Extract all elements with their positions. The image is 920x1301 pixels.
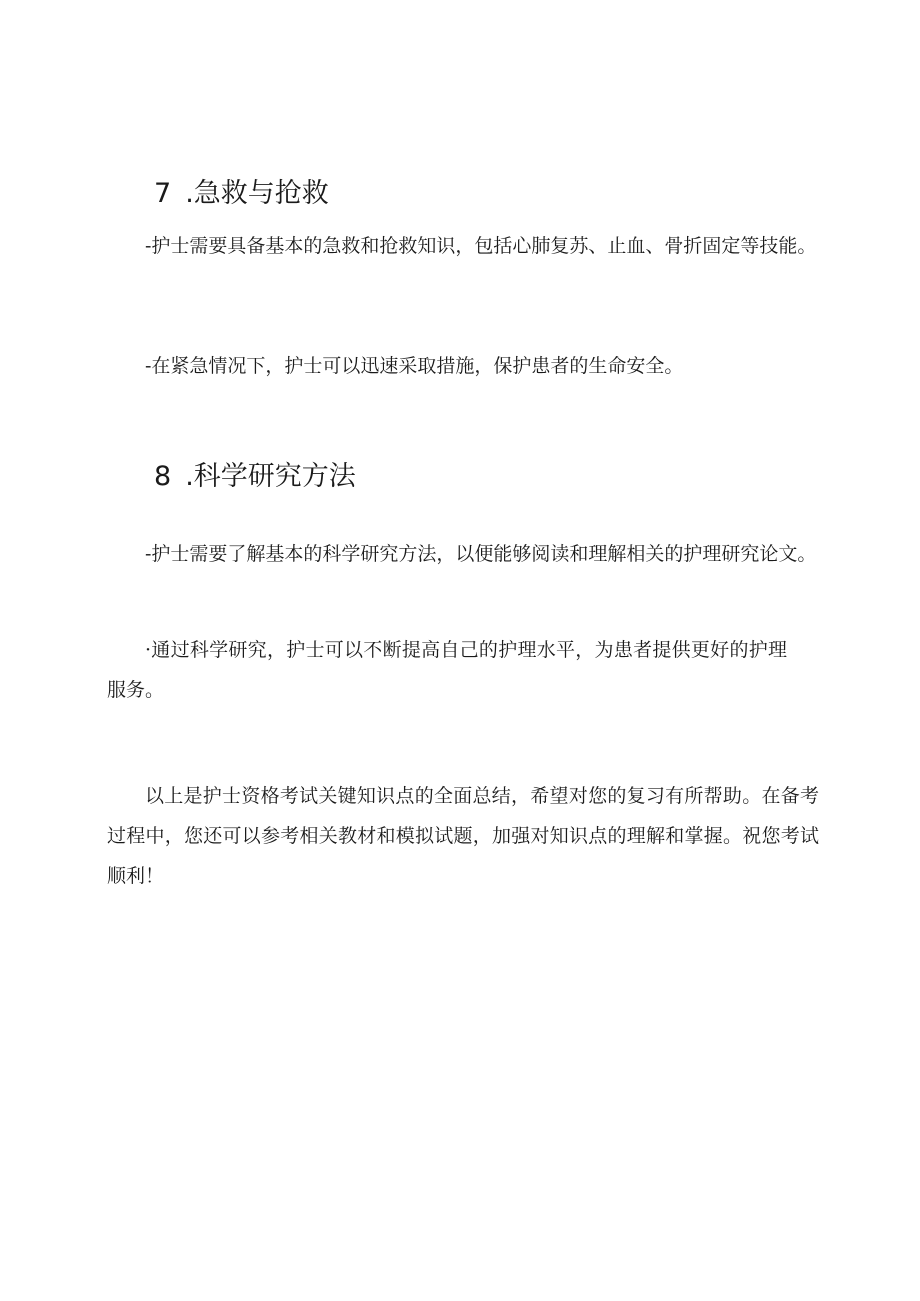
section-7-number: 7 <box>154 178 172 209</box>
section-8-item-2: ·通过科学研究，护士可以不断提高自己的护理水平，为患者提供更好的护理服务。 <box>107 639 787 701</box>
section-8-heading <box>154 463 356 490</box>
section-7-heading <box>154 180 329 207</box>
section-7-title: .急救与抢救 <box>185 178 329 209</box>
section-7-item-1: -护士需要具备基本的急救和抢救知识，包括心肺复苏、止血、骨折固定等技能。 <box>145 235 817 257</box>
conclusion-paragraph: 以上是护士资格考试关键知识点的全面总结，希望对您的复习有所帮助。在备考过程中，您还可以参考相关教材和模拟试题，加强对知识点的理解和掌握。祝您考试顺利！ <box>107 785 819 887</box>
section-8-item-1: -护士需要了解基本的科学研究方法，以便能够阅读和理解相关的护理研究论文。 <box>145 543 817 565</box>
section-8-title: .科学研究方法 <box>185 461 356 492</box>
section-7-item-2: -在紧急情况下，护士可以迅速采取措施，保护患者的生命安全。 <box>145 355 684 377</box>
section-8-number: 8 <box>154 461 172 492</box>
